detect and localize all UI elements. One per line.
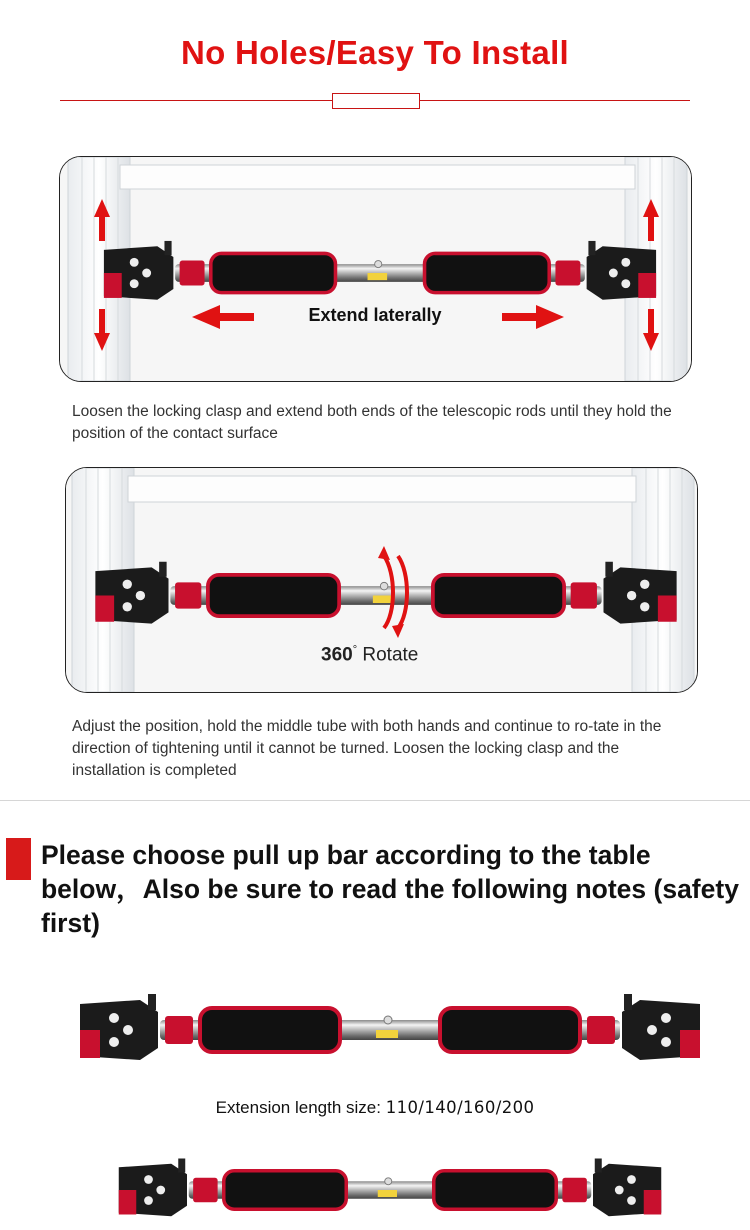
pull-up-bar-image <box>70 990 710 1070</box>
step2-caption: Adjust the position, hold the middle tube with both hands and continue to ro-tate in the direction of tightening until it cannot be turned. Loosen the locking clasp and the installation is completed <box>72 718 662 779</box>
extension-size-caption: Extension length size: <box>215 1098 381 1117</box>
page-title: No Holes/Easy To Install <box>180 34 570 71</box>
extension-size-label <box>0 1098 750 1118</box>
section-divider <box>0 800 750 801</box>
section-accent-bar <box>6 838 31 880</box>
degree-symbol: ° <box>352 644 358 656</box>
extend-illustration-panel <box>59 156 692 382</box>
title-divider-ornament <box>332 93 420 109</box>
rotate-degree-value: 360 <box>321 644 353 666</box>
pull-up-bar-image-short <box>110 1150 670 1230</box>
extension-size-values: 110/140/160/200 <box>385 1098 535 1117</box>
extend-label: Extend laterally <box>308 305 442 325</box>
rotate-label <box>321 644 481 666</box>
rotate-illustration-panel <box>65 467 698 693</box>
rotate-word: Rotate <box>362 644 419 666</box>
notes-heading: Please choose pull up bar according to the table below，Also be sure to read the following notes (safety first) <box>41 840 739 938</box>
door-frame-illustration <box>60 157 691 381</box>
step1-caption: Loosen the locking clasp and extend both ends of the telescopic rods until they hold the position of the contact surface <box>72 403 672 442</box>
